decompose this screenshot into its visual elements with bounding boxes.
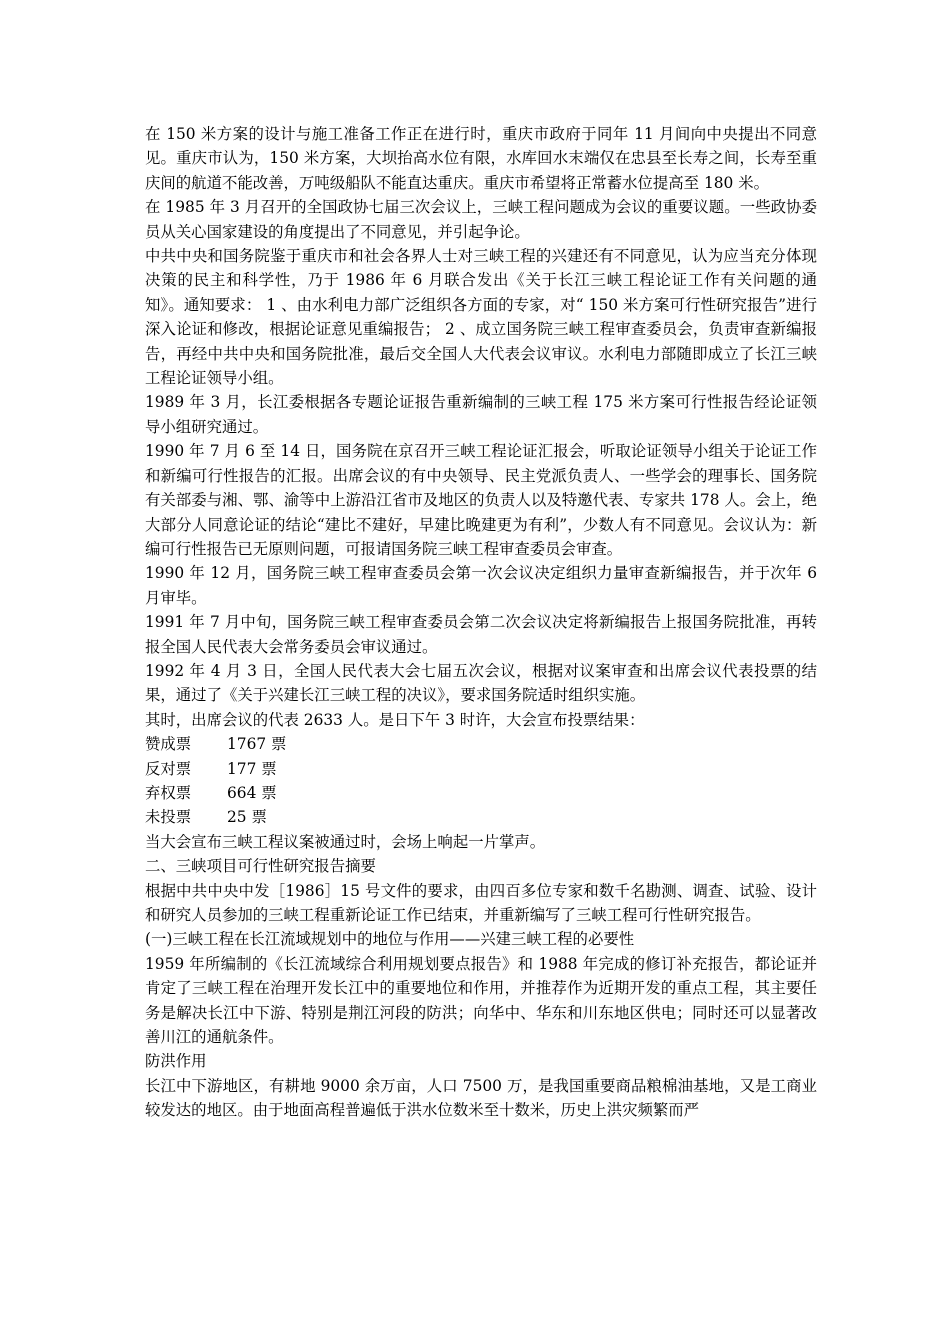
vote-count: 664 票	[227, 783, 277, 802]
vote-row-yes	[145, 732, 817, 756]
document-page	[145, 122, 817, 1123]
subsection-heading: 防洪作用	[145, 1052, 207, 1071]
paragraph: 在 1985 年 3 月召开的全国政协七届三次会议上，三峡工程问题成为会议的重要议题。一些政协委员从关心国家建设的角度提出了不同意见，并引起争论。	[145, 198, 817, 241]
vote-label: 赞成票	[145, 735, 192, 754]
paragraph: 在 150 米方案的设计与施工准备工作正在进行时，重庆市政府于同年 11 月间向中央提出不同意见。重庆市认为，150 米方案，大坝抬高水位有限，水库回水末端仅在忠县至长寿之间，长寿至重庆间的航道不能改善，万吨级船队不能直达重庆。重庆市希望将正常蓄水位提高至 180 米。	[145, 125, 817, 192]
paragraph: 长江中下游地区，有耕地 9000 余万亩，人口 7500 万，是我国重要商品粮棉油基地，又是工商业较发达的地区。由于地面高程普遍低于洪水位数米至十数米，历史上洪灾频繁而严	[145, 1076, 817, 1120]
paragraph: 其时，出席会议的代表 2633 人。是日下午 3 时许，大会宣布投票结果：	[145, 710, 645, 729]
paragraph: 1992 年 4 月 3 日，全国人民代表大会七届五次会议，根据对议案审查和出席会议代表投票的结果，通过了《关于兴建长江三峡工程的决议》，要求国务院适时组织实施。	[145, 661, 817, 705]
vote-count: 1767 票	[227, 735, 287, 754]
paragraph: 根据中共中央中发［1986］15 号文件的要求，由四百多位专家和数千名勘测、调查、试验、设计和研究人员参加的三峡工程重新论证工作已结束，并重新编写了三峡工程可行性研究报告。	[145, 881, 817, 924]
subsection-heading: (一)三峡工程在长江流域规划中的地位与作用——兴建三峡工程的必要性	[145, 930, 635, 949]
paragraph: 1990 年 7 月 6 至 14 日，国务院在京召开三峡工程论证汇报会，听取论证领导小组关于论证工作和新编可行性报告的汇报。出席会议的有中央领导、民主党派负责人、一些学会的理事长、国务院有关部委与湘、鄂、渝等中上游沿江省市及地区的负责人以及特邀代表、专家共 178 人。会上，绝大部分人同意论证的结论“建比不建好，早建比晚建更为有利”，少数人有不同意见。会议认为：新编可行性报告已无原则问题，可报请国务院三峡工程审查委员会审查。	[145, 442, 817, 558]
vote-count: 25 票	[227, 808, 267, 827]
vote-label: 未投票	[145, 808, 192, 827]
paragraph: 1991 年 7 月中旬，国务院三峡工程审查委员会第二次会议决定将新编报告上报国务院批准，再转报全国人民代表大会常务委员会审议通过。	[145, 613, 817, 656]
vote-label: 弃权票	[145, 783, 192, 802]
paragraph: 中共中央和国务院鉴于重庆市和社会各界人士对三峡工程的兴建还有不同意见，认为应当充分体现决策的民主和科学性，乃于 1986 年 6 月联合发出《关于长江三峡工程论证工作有关问题的通知》。通知要求： 1 、由水利电力部广泛组织各方面的专家，对“ 150 米方案可行性研究报告”进行深入论证和修改，根据论证意见重编报告； 2 、成立国务院三峡工程审查委员会，负责审查新编报告，再经中共中央和国务院批准，最后交全国人大代表会议审议。水利电力部随即成立了长江三峡工程论证领导小组。	[145, 247, 817, 388]
paragraph: 1989 年 3 月，长江委根据各专题论证报告重新编制的三峡工程 175 米方案可行性报告经论证领导小组研究通过。	[145, 393, 817, 436]
vote-row-not-voted	[145, 805, 817, 829]
vote-row-abstain	[145, 781, 817, 805]
section-heading: 二、三峡项目可行性研究报告摘要	[145, 857, 376, 876]
paragraph: 1990 年 12 月，国务院三峡工程审查委员会第一次会议决定组织力量审查新编报告，并于次年 6 月审毕。	[145, 564, 817, 607]
vote-count: 177 票	[227, 759, 277, 778]
vote-label: 反对票	[145, 759, 192, 778]
paragraph: 当大会宣布三峡工程议案被通过时，会场上响起一片掌声。	[145, 832, 546, 851]
paragraph: 1959 年所编制的《长江流域综合利用规划要点报告》和 1988 年完成的修订补充报告，都论证并肯定了三峡工程在治理开发长江中的重要地位和作用，并推荐作为近期开发的重点工程，其主要任务是解决长江中下游、特别是荆江河段的防洪；向华中、华东和川东地区供电；同时还可以显著改善川江的通航条件。	[145, 954, 817, 1047]
vote-row-no	[145, 757, 817, 781]
